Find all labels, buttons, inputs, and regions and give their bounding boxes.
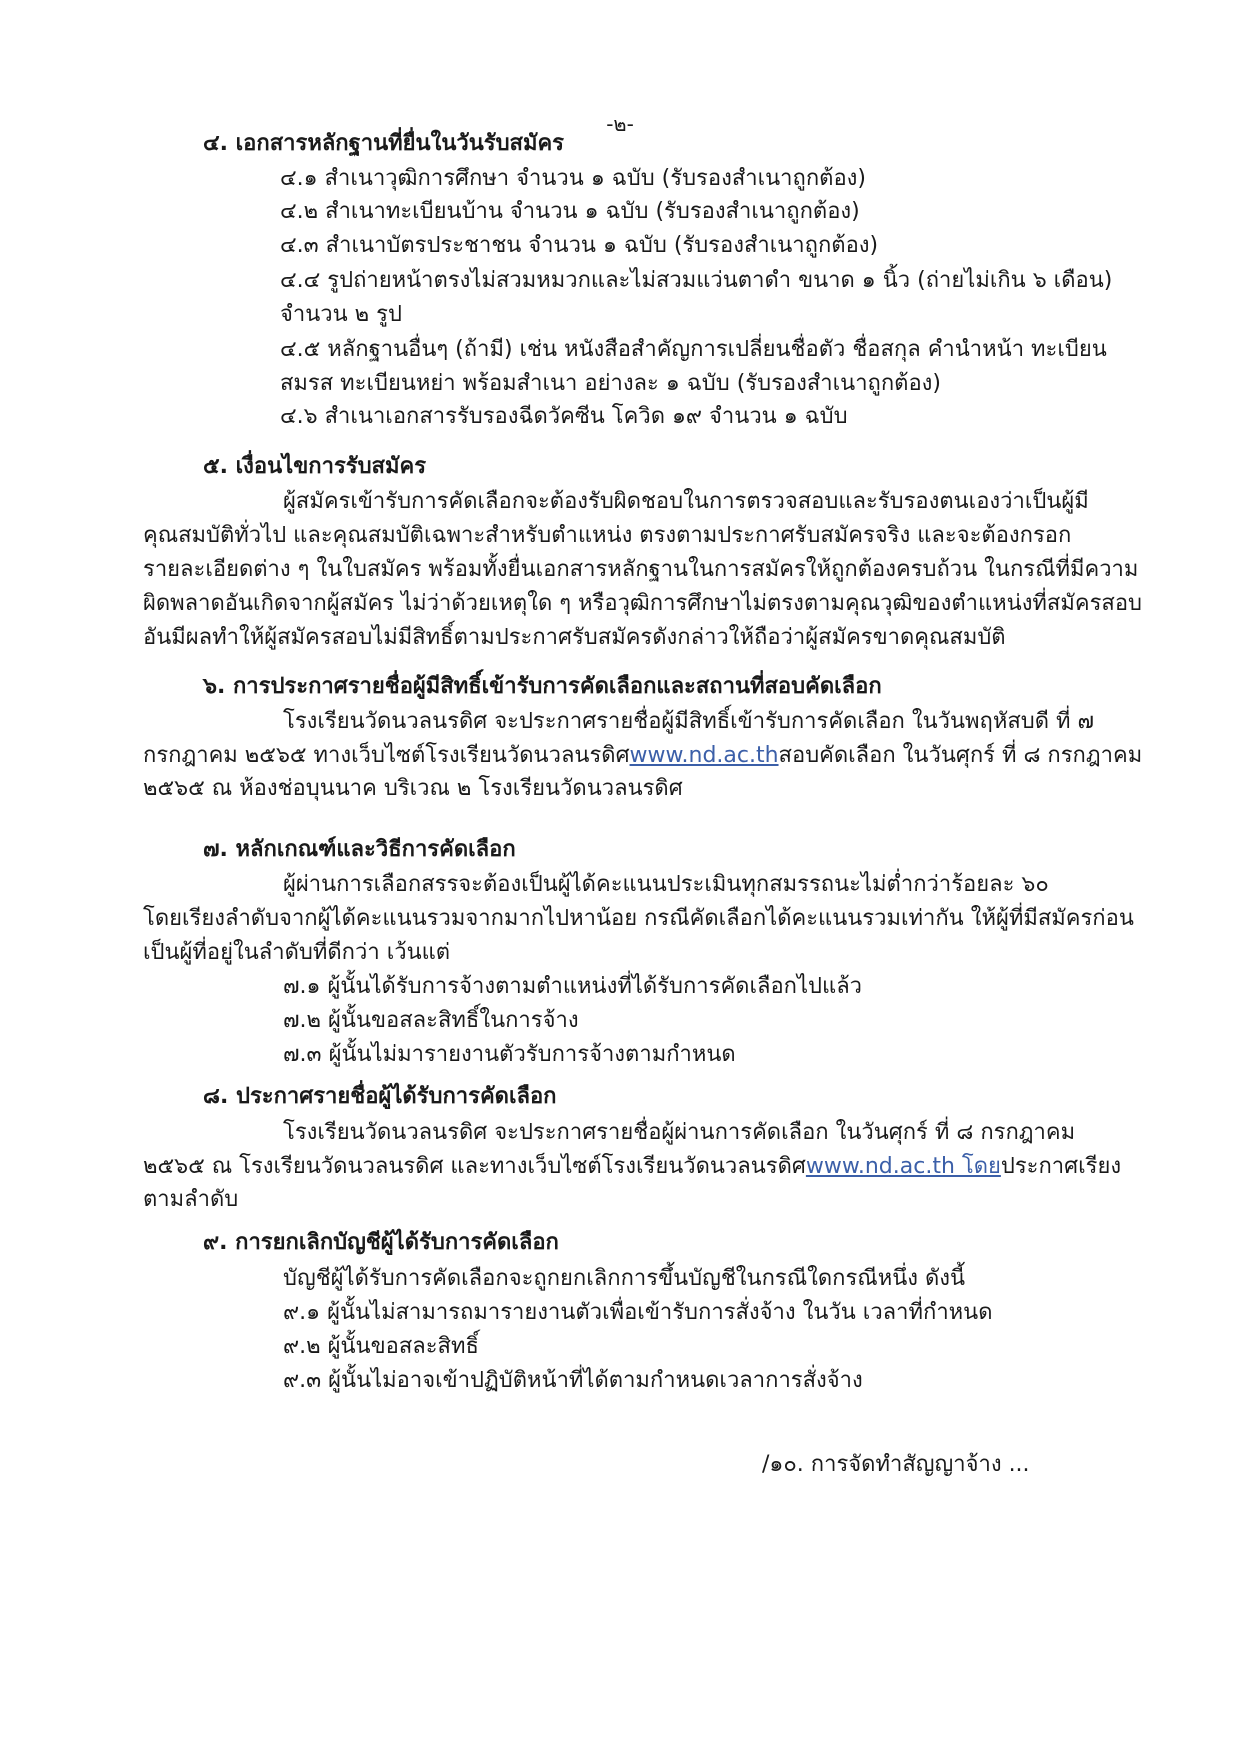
section-6-line-2-text-before: กรกฎาคม ๒๕๖๕ ทางเว็บไซต์โรงเรียนวัดนวลนรดิศ bbox=[143, 743, 630, 768]
section-8-line-2-text-before: ๒๕๖๕ ณ โรงเรียนวัดนวลนรดิศ และทางเว็บไซต์โรงเรียนวัดนวลนรดิศ bbox=[143, 1154, 806, 1179]
section-7-heading: ๗. หลักเกณฑ์และวิธีการคัดเลือก bbox=[203, 837, 516, 862]
section-5-line-3: รายละเอียดต่าง ๆ ในใบสมัคร พร้อมทั้งยื่นเอกสารหลักฐานในการสมัครให้ถูกต้องครบถ้วน ในกรณีที่มีความ bbox=[143, 557, 1139, 582]
section-5-line-1: ผู้สมัครเข้ารับการคัดเลือกจะต้องรับผิดชอบในการตรวจสอบและรับรองตนเองว่าเป็นผู้มี bbox=[283, 489, 1089, 514]
section-7-item-2: ๗.๒ ผู้นั้นขอสละสิทธิ์ในการจ้าง bbox=[283, 1008, 579, 1033]
section-4-item-4-cont: จำนวน ๒ รูป bbox=[280, 302, 402, 327]
section-5-line-2: คุณสมบัติทั่วไป และคุณสมบัติเฉพาะสำหรับตำแหน่ง ตรงตามประกาศรับสมัครจริง และจะต้องกรอก bbox=[143, 523, 1072, 548]
section-4-item-5: ๔.๕ หลักฐานอื่นๆ (ถ้ามี) เช่น หนังสือสำคัญการเปลี่ยนชื่อตัว ชื่อสกุล คำนำหน้า ทะเบียน bbox=[280, 337, 1107, 362]
section-9-heading: ๙. การยกเลิกบัญชีผู้ได้รับการคัดเลือก bbox=[203, 1230, 559, 1255]
section-7-item-3: ๗.๓ ผู้นั้นไม่มารายงานตัวรับการจ้างตามกำหนด bbox=[283, 1042, 736, 1067]
school-website-link[interactable]: www.nd.ac.th bbox=[629, 743, 779, 768]
section-4-item-1: ๔.๑ สำเนาวุฒิการศึกษา จำนวน ๑ ฉบับ (รับรองสำเนาถูกต้อง) bbox=[280, 166, 866, 191]
section-7-line-2: โดยเรียงลำดับจากผู้ได้คะแนนรวมจากมากไปหาน้อย กรณีคัดเลือกได้คะแนนรวมเท่ากัน ให้ผู้ที่มีสมัครก่อน bbox=[143, 906, 1134, 931]
section-7-line-1: ผู้ผ่านการเลือกสรรจะต้องเป็นผู้ได้คะแนนประเมินทุกสมรรถนะไม่ต่ำกว่าร้อยละ ๖๐ bbox=[283, 872, 1049, 897]
section-9-item-3: ๙.๓ ผู้นั้นไม่อาจเข้าปฏิบัติหน้าที่ได้ตามกำหนดเวลาการสั่งจ้าง bbox=[283, 1368, 863, 1393]
section-7-item-1: ๗.๑ ผู้นั้นได้รับการจ้างตามตำแหน่งที่ได้รับการคัดเลือกไปแล้ว bbox=[283, 974, 863, 999]
section-4-item-2: ๔.๒ สำเนาทะเบียนบ้าน จำนวน ๑ ฉบับ (รับรองสำเนาถูกต้อง) bbox=[280, 199, 860, 224]
section-7-line-3: เป็นผู้ที่อยู่ในลำดับที่ดีกว่า เว้นแต่ bbox=[143, 940, 451, 965]
section-9-item-1: ๙.๑ ผู้นั้นไม่สามารถมารายงานตัวเพื่อเข้ารับการสั่งจ้าง ในวัน เวลาที่กำหนด bbox=[283, 1300, 993, 1325]
section-4-heading: ๔. เอกสารหลักฐานที่ยื่นในวันรับสมัคร bbox=[203, 131, 565, 156]
section-9-intro: บัญชีผู้ได้รับการคัดเลือกจะถูกยกเลิกการขึ้นบัญชีในกรณีใดกรณีหนึ่ง ดังนี้ bbox=[283, 1266, 966, 1291]
section-6-line-1: โรงเรียนวัดนวลนรดิศ จะประกาศรายชื่อผู้มีสิทธิ์เข้ารับการคัดเลือก ในวันพฤหัสบดี ที่ ๗ bbox=[283, 709, 1095, 734]
section-6-line-2 bbox=[143, 743, 1143, 768]
section-5-line-4: ผิดพลาดอันเกิดจากผู้สมัคร ไม่ว่าด้วยเหตุใด ๆ หรือวุฒิการศึกษาไม่ตรงตามคุณวุฒิของตำแหน่งที่สมัครสอบ bbox=[143, 591, 1143, 616]
section-8-heading: ๘. ประกาศรายชื่อผู้ได้รับการคัดเลือก bbox=[203, 1084, 557, 1109]
page-number: -๒- bbox=[606, 112, 634, 136]
section-5-line-5: อันมีผลทำให้ผู้สมัครสอบไม่มีสิทธิ์ตามประกาศรับสมัครดังกล่าวให้ถือว่าผู้สมัครขาดคุณสมบัติ bbox=[143, 625, 1006, 650]
section-4-item-5-cont: สมรส ทะเบียนหย่า พร้อมสำเนา อย่างละ ๑ ฉบับ (รับรองสำเนาถูกต้อง) bbox=[280, 371, 942, 396]
results-website-link[interactable]: www.nd.ac.th โดย bbox=[805, 1154, 1001, 1179]
section-8-line-2-end bbox=[806, 1156, 1121, 1178]
section-8-line-1: โรงเรียนวัดนวลนรดิศ จะประกาศรายชื่อผู้ผ่านการคัดเลือก ในวันศุกร์ ที่ ๘ กรกฎาคม bbox=[283, 1120, 1076, 1145]
section-4-item-3: ๔.๓ สำเนาบัตรประชาชน จำนวน ๑ ฉบับ (รับรองสำเนาถูกต้อง) bbox=[280, 233, 879, 258]
section-9-item-2: ๙.๒ ผู้นั้นขอสละสิทธิ์ bbox=[283, 1334, 479, 1359]
section-8-line-2 bbox=[143, 1154, 1122, 1179]
continuation-note: /๑๐. การจัดทำสัญญาจ้าง ... bbox=[762, 1452, 1030, 1477]
section-8-line-2-text-after: ประกาศเรียง bbox=[1000, 1154, 1122, 1179]
section-6-line-3: ๒๕๖๕ ณ ห้องช่อบุนนาค บริเวณ ๒ โรงเรียนวัดนวลนรดิศ bbox=[143, 776, 683, 801]
section-4-item-4: ๔.๔ รูปถ่ายหน้าตรงไม่สวมหมวกและไม่สวมแว่นตาดำ ขนาด ๑ นิ้ว (ถ่ายไม่เกิน ๖ เดือน) bbox=[280, 268, 1113, 293]
section-8-line-3: ตามลำดับ bbox=[143, 1187, 239, 1212]
section-6-heading: ๖. การประกาศรายชื่อผู้มีสิทธิ์เข้ารับการคัดเลือกและสถานที่สอบคัดเลือก bbox=[203, 674, 882, 699]
section-5-heading: ๕. เงื่อนไขการรับสมัคร bbox=[203, 454, 427, 479]
section-6-line-2-text-after: สอบคัดเลือก ในวันศุกร์ ที่ ๘ กรกฎาคม bbox=[778, 743, 1143, 768]
section-4-item-6: ๔.๖ สำเนาเอกสารรับรองฉีดวัคซีน โควิด ๑๙ จำนวน ๑ ฉบับ bbox=[280, 404, 848, 429]
